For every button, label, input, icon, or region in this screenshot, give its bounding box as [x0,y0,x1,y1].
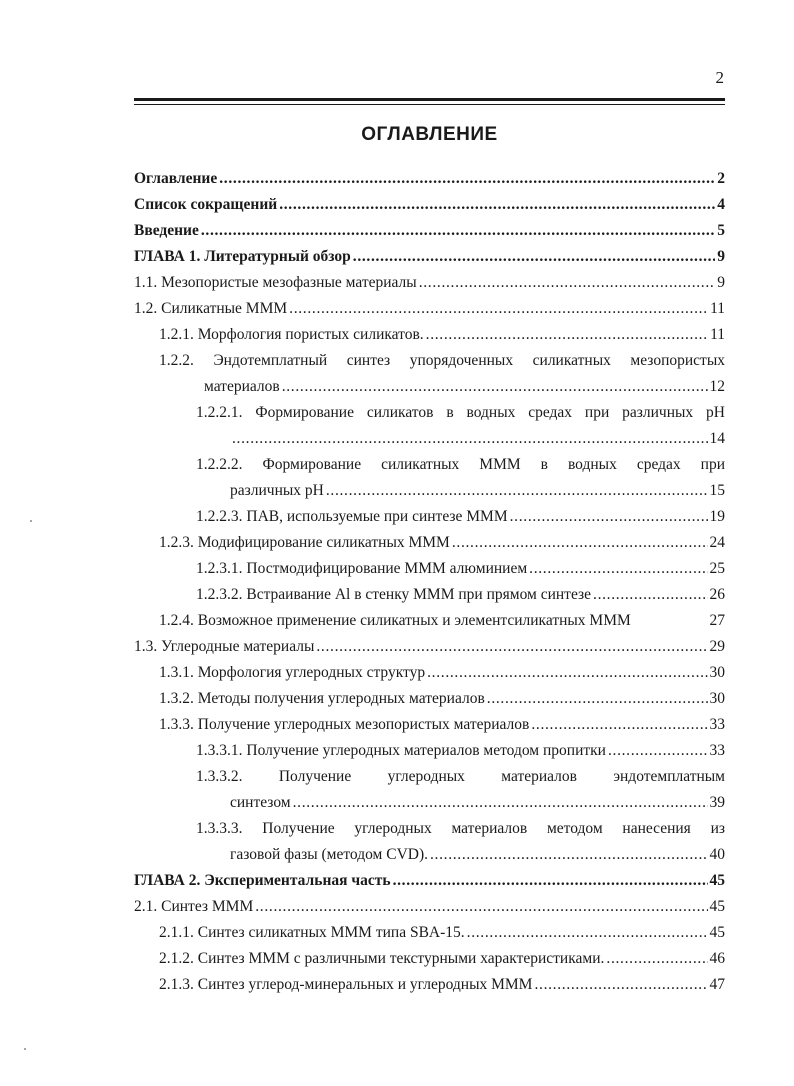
toc-leader-dots [467,920,708,946]
toc-entry-page: 14 [709,430,725,447]
toc-entry-page: 15 [709,482,725,499]
toc-entry-title: 1.2.1. Морфология пористых силикатов. [159,326,424,343]
toc-entry-page: 11 [710,300,725,317]
toc-entry-title: материалов [204,378,280,395]
toc-entry-title: 1.3.3.1. Получение углеродных материалов методом пропитки [196,742,606,759]
toc-entry-page: 27 [709,612,725,629]
toc-entry-page: 39 [709,794,725,811]
scan-speck [30,520,32,522]
toc-entry[interactable] [134,296,725,322]
toc-entry[interactable] [134,972,725,998]
toc-entry-title: 1.2.3.2. Встраивание Al в стенку МММ при прямом синтезе [196,586,592,603]
toc-entry[interactable] [134,582,725,608]
toc-leader-dots [606,946,707,972]
toc-leader-dots [279,192,715,218]
toc-entry-title: Введение [134,222,199,239]
toc-entry-page: 4 [717,196,725,213]
toc-entry-title: 1.3.3. Получение углеродных мезопористых материалов [159,716,530,733]
toc-entry[interactable] [134,244,725,270]
toc-entry-page: 29 [709,638,725,655]
toc-entry[interactable] [134,218,725,244]
toc-leader-dots [529,556,707,582]
toc-entry-title: синтезом [230,794,291,811]
toc-leader-dots [326,478,708,504]
toc-leader-dots [201,218,715,244]
toc-entry-page: 46 [709,950,725,967]
toc-entry-title: 1.2.3. Модифицирование силикатных МММ [159,534,450,551]
toc-entry[interactable] [134,686,725,712]
toc-entry[interactable] [134,712,725,738]
toc-entry-page: 33 [709,716,725,733]
toc-entry[interactable] [134,868,725,894]
toc-entry-page: 30 [709,664,725,681]
toc-leader-dots [232,426,708,452]
page-title: ОГЛАВЛЕНИЕ [361,124,498,145]
toc-leader-dots [534,972,707,998]
toc-leader-dots [219,166,715,192]
header-rule-thick [134,98,725,101]
toc-entry[interactable] [134,946,725,972]
toc-entry-title: 1.2.2. Эндотемплатный синтез упорядоченных силикатных мезопористых [159,352,725,369]
toc-entry[interactable] [134,556,725,582]
toc-entry-title: 1.3.1. Морфология углеродных структур [159,664,426,681]
table-of-contents [134,166,725,998]
toc-entry-title: Оглавление [134,170,218,187]
toc-entry-page: 9 [717,274,725,291]
toc-entry-title: 1.2.4. Возможное применение силикатных и элементсиликатных МММ [159,612,631,629]
toc-entry-page: 33 [709,742,725,759]
toc-entry[interactable] [134,504,725,530]
scan-speck [24,1048,26,1050]
toc-leader-dots [293,790,708,816]
toc-entry-title: 2.1.2. Синтез МММ с различными текстурными характеристиками. [159,950,605,967]
toc-entry-title: 1.2.3.1. Постмодифицирование МММ алюминием [196,560,528,577]
toc-entry[interactable] [134,322,725,348]
toc-entry-page: 24 [709,534,725,551]
toc-entry-title: ГЛАВА 1. Литературный обзор [134,248,351,265]
toc-leader-dots [282,374,708,400]
toc-entry-title: газовой фазы (методом CVD). [230,846,428,863]
toc-entry-title: 2.1.3. Синтез углерод-минеральных и углеродных МММ [159,976,533,993]
toc-leader-dots [419,270,716,296]
toc-entry-title: ГЛАВА 2. Экспериментальная часть [134,872,391,889]
toc-entry-title: 1.2.2.3. ПАВ, используемые при синтезе МММ [196,508,508,525]
toc-leader-dots [427,660,707,686]
toc-entry-page: 45 [709,924,725,941]
toc-entry[interactable] [134,894,725,920]
toc-entry-title: 1.3.3.2. Получение углеродных материалов эндотемплатным [196,768,725,785]
toc-entry[interactable] [134,400,725,452]
toc-entry-title: 1.2. Силикатные МММ [134,300,288,317]
toc-entry-title: 1.2.2.1. Формирование силикатов в водных средах при различных pH [196,404,725,421]
toc-leader-dots [353,244,715,270]
toc-entry[interactable] [134,920,725,946]
toc-leader-dots [593,582,707,608]
toc-entry-title: 1.1. Мезопористые мезофазные материалы [134,274,417,291]
toc-entry-title: различных pH [230,482,324,499]
toc-leader-dots [316,634,707,660]
toc-entry[interactable] [134,270,725,296]
toc-entry[interactable] [134,192,725,218]
toc-entry-page: 47 [709,976,725,993]
toc-entry-title: 2.1.1. Синтез силикатных МММ типа SBA-15. [159,924,465,941]
toc-entry-page: 5 [717,222,725,239]
toc-leader-dots [487,686,708,712]
toc-entry-page: 45 [709,898,725,915]
toc-entry-title: 1.2.2.2. Формирование силикатных МММ в водных средах при [196,456,725,473]
toc-entry-page: 9 [717,248,725,265]
toc-entry-page: 40 [709,846,725,863]
toc-entry-title: 1.3.3.3. Получение углеродных материалов методом нанесения из [196,820,725,837]
toc-entry[interactable] [134,348,725,400]
toc-leader-dots [393,868,708,894]
toc-entry[interactable] [134,530,725,556]
toc-leader-dots [452,530,708,556]
toc-leader-dots [426,322,708,348]
toc-entry-page: 25 [709,560,725,577]
toc-entry-page: 12 [709,378,725,395]
toc-entry-title: 2.1. Синтез МММ [134,898,254,915]
toc-leader-dots [289,296,708,322]
toc-entry-page: 45 [709,872,725,889]
toc-entry[interactable] [134,452,725,504]
toc-entry[interactable] [134,608,725,634]
toc-entry[interactable] [134,816,725,868]
toc-entry-page: 19 [709,508,725,525]
toc-entry[interactable] [134,738,725,764]
toc-entry-page: 30 [709,690,725,707]
toc-entry-page: 11 [710,326,725,343]
toc-entry-page: 26 [709,586,725,603]
toc-entry-title: Список сокращений [134,196,278,213]
toc-entry-title: 1.3.2. Методы получения углеродных материалов [159,690,485,707]
toc-leader-dots [430,842,708,868]
toc-leader-dots [608,738,708,764]
toc-entry[interactable] [134,166,725,192]
toc-entry[interactable] [134,764,725,816]
toc-entry-title: 1.3. Углеродные материалы [134,638,315,655]
header-rule-thin [134,104,725,105]
toc-entry[interactable] [134,660,725,686]
toc-leader-dots [531,712,707,738]
toc-leader-dots [255,894,707,920]
toc-entry-page: 2 [717,170,725,187]
toc-entry[interactable] [134,634,725,660]
toc-leader-dots [510,504,708,530]
page-number: 2 [715,68,724,87]
